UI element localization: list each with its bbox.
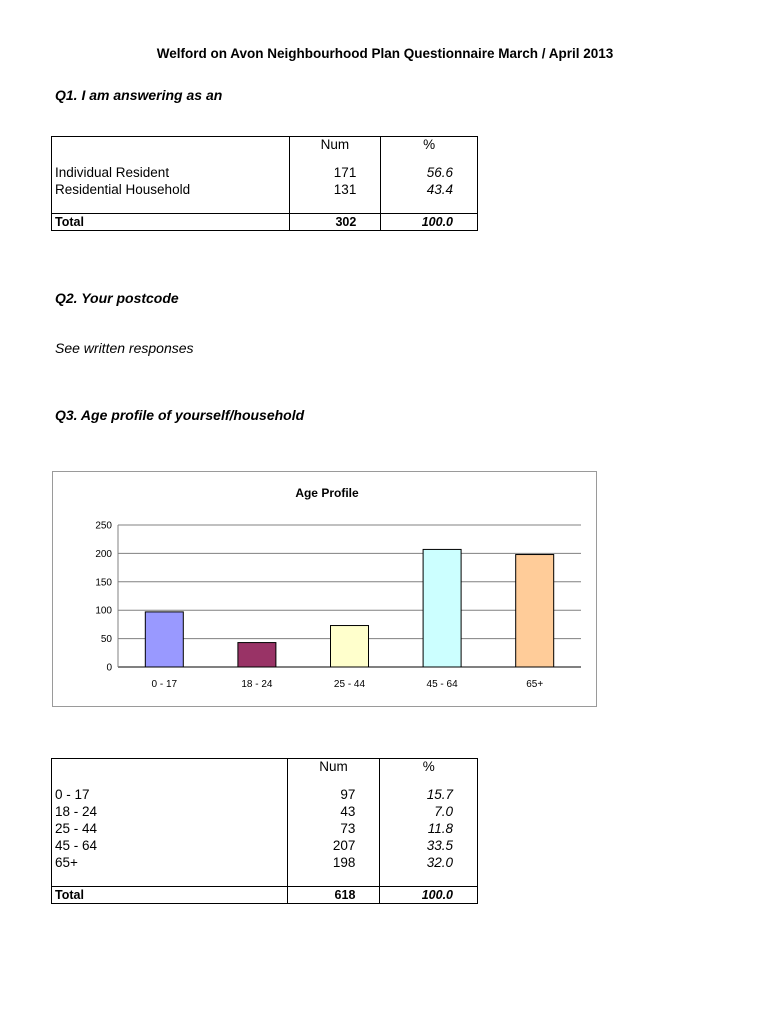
chart-svg <box>53 472 596 706</box>
total-pct: 100.0 <box>380 887 478 904</box>
x-tick-label: 45 - 64 <box>426 679 458 690</box>
q3-header-blank <box>52 759 288 777</box>
row-pct: 15.7 <box>380 786 478 803</box>
q1-header-pct: % <box>381 137 478 155</box>
table-row <box>52 164 478 181</box>
chart-title: Age Profile <box>295 486 359 500</box>
row-num: 131 <box>289 181 381 198</box>
x-tick-label: 18 - 24 <box>241 679 273 690</box>
y-tick-label: 200 <box>95 548 112 560</box>
bar <box>516 555 554 667</box>
x-tick-label: 65+ <box>526 679 544 690</box>
total-num: 302 <box>289 214 381 231</box>
q1-header-num: Num <box>289 137 381 155</box>
table-row <box>52 820 478 837</box>
q3-heading: Q3. Age profile of yourself/household <box>55 407 305 423</box>
row-pct: 43.4 <box>381 181 478 198</box>
row-label: Residential Household <box>52 181 290 198</box>
row-label: 25 - 44 <box>52 820 288 837</box>
y-tick-label: 100 <box>95 605 112 617</box>
row-num: 198 <box>287 854 380 871</box>
row-pct: 7.0 <box>380 803 478 820</box>
q1-header-blank <box>52 137 290 155</box>
row-num: 43 <box>287 803 380 820</box>
table-row <box>52 854 478 871</box>
row-num: 97 <box>287 786 380 803</box>
row-pct: 11.8 <box>380 820 478 837</box>
row-label: 0 - 17 <box>52 786 288 803</box>
chart-bars <box>145 549 553 667</box>
x-tick-label: 0 - 17 <box>151 679 178 690</box>
row-num: 73 <box>287 820 380 837</box>
q2-note: See written responses <box>55 340 194 356</box>
chart-x-ticks <box>152 679 544 690</box>
q1-heading: Q1. I am answering as an <box>55 87 223 103</box>
total-label: Total <box>52 887 288 904</box>
y-tick-label: 150 <box>95 577 112 589</box>
x-tick-label: 25 - 44 <box>333 679 366 690</box>
q3-header-num: Num <box>287 759 380 777</box>
age-profile-chart <box>52 471 597 707</box>
row-label: 65+ <box>52 854 288 871</box>
bar <box>331 626 369 667</box>
document-title: Welford on Avon Neighbourhood Plan Questionnaire March / April 2013 <box>156 46 614 61</box>
q3-header-pct: % <box>380 759 478 777</box>
row-pct: 56.6 <box>381 164 478 181</box>
total-row <box>52 214 478 231</box>
q3-table <box>51 758 478 904</box>
table-row <box>52 181 478 198</box>
table-row <box>52 803 478 820</box>
bar <box>423 549 461 667</box>
bar <box>238 643 276 667</box>
total-pct: 100.0 <box>381 214 478 231</box>
y-tick-label: 0 <box>106 662 112 674</box>
row-pct: 32.0 <box>380 854 478 871</box>
row-pct: 33.5 <box>380 837 478 854</box>
total-label: Total <box>52 214 290 231</box>
chart-y-ticks <box>95 521 112 674</box>
table-row <box>52 786 478 803</box>
row-label: 18 - 24 <box>52 803 288 820</box>
row-label: 45 - 64 <box>52 837 288 854</box>
row-label: Individual Resident <box>52 164 290 181</box>
y-tick-label: 50 <box>100 634 112 646</box>
bar <box>145 612 183 667</box>
q2-heading: Q2. Your postcode <box>55 290 179 306</box>
row-num: 207 <box>287 837 380 854</box>
table-row <box>52 837 478 854</box>
total-num: 618 <box>287 887 380 904</box>
row-num: 171 <box>289 164 381 181</box>
y-tick-label: 250 <box>95 520 112 532</box>
q1-table <box>51 136 478 231</box>
total-row <box>52 887 478 904</box>
